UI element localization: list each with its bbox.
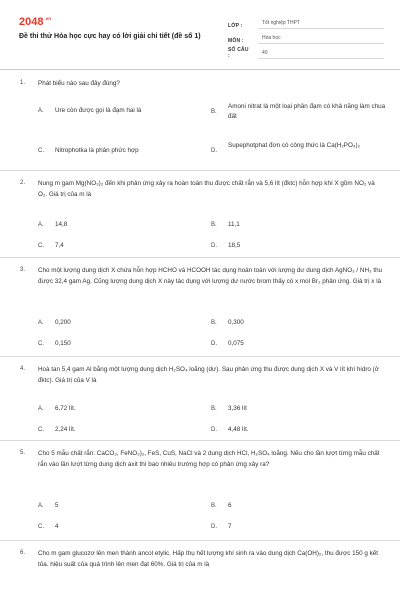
question-divider <box>0 257 400 258</box>
question-text: Cho m gam glucozơ lên men thành ancol etylic. Hấp thụ hết lượng khí sinh ra vào dung dịch Ca(OH)₂, thu được 150 g kết tủa. hiệu suất của quá trình lên men đạt 60%. Giá trị của m là <box>38 550 379 568</box>
class-value: Tốt nghiệp THPT <box>258 20 384 29</box>
question-text: Hoà tan 5,4 gam Al bằng một lượng dung dịch H₂SO₄ loãng (dư). Sau phản ứng thu được dung dịch X và V lít khí hidro (ở đktc). Giá trị của V là <box>38 366 379 384</box>
question-number: 4. <box>20 366 26 372</box>
question-divider <box>0 356 400 357</box>
subject-label: MÔN : <box>228 38 244 44</box>
subject-field <box>228 29 384 44</box>
question-text: Nung m gam Mg(NO₃)₂ đến khi phản ứng xảy ra hoàn toàn thu được chất rắn và 5,6 lít (đktc) hỗn hợp khí X gồm NO₂ và O₂. Giá trị của m là <box>38 180 375 198</box>
page-title: Đề thi thử Hóa học cực hay có lời giải chi tiết (đề số 1) <box>19 33 201 40</box>
question-number: 2. <box>20 180 26 186</box>
question-number: 1. <box>20 80 26 86</box>
header <box>0 0 400 70</box>
exam-info <box>228 14 384 59</box>
subject-value: Hóa học <box>258 35 384 44</box>
question-number: 6. <box>20 550 26 556</box>
question-count-value: 40 <box>258 50 384 59</box>
class-field <box>228 14 384 29</box>
question-count-field <box>228 44 384 59</box>
question-number: 5. <box>20 450 26 456</box>
quiz-page: $2048^{.vn}$ Đề thi thử Hóa học cực hay có lời giải chi tiết (đề số 1) LỚP : Tốt nghiệp THPT MÔN : Hóa học SỐ CÂU : 40 1. Phát biểu nào sau đây đúng? A. Ure còn được gọi là đạm hai lá B. Amoni nitrat là một loại phân đạm có khả năng làm chua đất C. Nitrophotka là phân phức hợp D. Supephotphat đơn có công thức là Ca(H₂PO₄)₂ 2. Nung m gam Mg(NO₃)₂ đến khi phản ứng xảy ra hoàn toàn thu được chất rắn và 5,6 lít (đktc) hỗn hợp khí X gồm NO₂ và O₂. Giá trị của m là A. 14,8 B. 11,1 C. 7,4 D. 18,5 3. Cho một lượng dung dịch X chứa hỗn hợp HCHO và HCOOH tác dụng hoàn toàn với lượng dư dung dịch AgNO₃ / NH₃ thu được 32,4 gam Ag. Cũng lượng dung dịch X này tác dụng với lượng dư nước brom thấy có x mol Br₂ phản ứng. Giá trị x là A. 0,200 B. 0,300 C. 0,150 D. 0,075 4. Hoà tan 5,4 gam Al bằng một lượng dung dịch H₂SO₄ loãng (dư). Sau phản ứng thu được dung dịch X và V lít khí hidro (ở đktc). Giá trị của V là A. 6,72 lít. B. 3,36 lít C. 2,24 lít. D. 4,48 lít. 5. Cho 5 mẫu chất rắn: CaCO₃, FeNO₃)₂, FeS, CuS, NaCl và 2 dung dịch HCl, H₂SO₄ loãng. Nếu cho lần lượt từng mẫu chất rắn vào lần lượt từng dung dịch axit thì bao nhiêu trường hợp có phản ứng xảy ra? A. 5 B. 6 C. 4 D. 7 6. Cho m gam glucozơ lên men thành ancol etylic. Hấp thụ hết lượng khí sinh ra vào dung dịch Ca(OH)₂, thu được 150 g kết tủa. hiệu suất của quá trình lên men đạt 60%. Giá trị của m là <box>0 0 400 600</box>
question-number: 3. <box>20 267 26 273</box>
question-text: Phát biểu nào sau đây đúng? <box>38 80 120 87</box>
question-divider <box>0 440 400 441</box>
header-divider <box>0 69 400 70</box>
site-logo[interactable]: $2048^{.vn}$ <box>19 16 51 28</box>
question-text: Cho 5 mẫu chất rắn: CaCO₃, FeNO₃)₂, FeS, CuS, NaCl và 2 dung dịch HCl, H₂SO₄ loãng. Nếu cho lần lượt từng mẫu chất rắn vào lần lượt từng dung dịch axit thì bao nhiêu trường hợp có phản ứng xảy ra? <box>38 450 380 468</box>
question-divider <box>0 170 400 171</box>
question-count-label: SỐ CÂU : <box>228 47 249 59</box>
question-divider <box>0 540 400 541</box>
question-text: Cho một lượng dung dịch X chứa hỗn hợp HCHO và HCOOH tác dụng hoàn toàn với lượng dư dung dịch AgNO₃ / NH₃ thu được 32,4 gam Ag. Cũng lượng dung dịch X này tác dụng với lượng dư nước brom thấy có x mol Br₂ phản ứng. Giá trị x là <box>38 267 383 285</box>
class-label: LỚP : <box>228 23 243 29</box>
